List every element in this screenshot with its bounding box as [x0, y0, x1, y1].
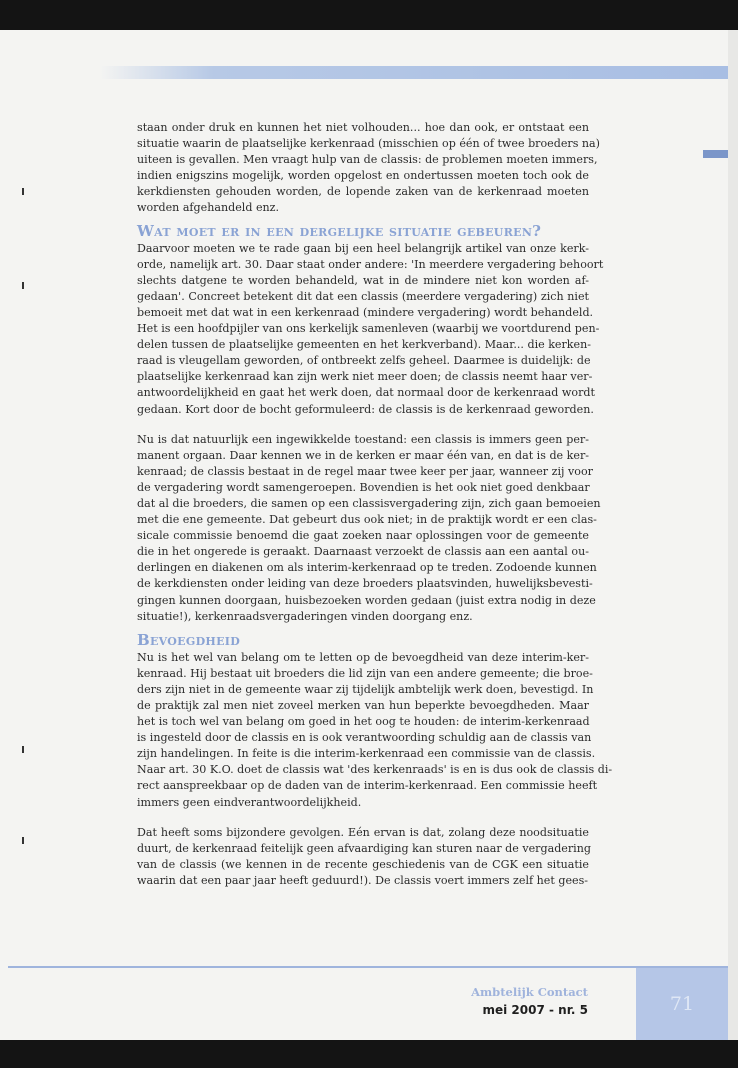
paragraph — [137, 241, 604, 418]
text-line: Naar art. 30 K.O. doet de classis wat 'des kerkenraads' is en is dus ook de classis di- — [137, 763, 613, 777]
text-line: dat al die broeders, die samen op een classisvergadering zijn, zich gaan bemoeien — [137, 496, 601, 510]
text-line: slechts datgene te worden behandeld, wat in de mindere niet kon worden af- — [137, 273, 589, 287]
text-line: rect aanspreekbaar op de daden van de interim-kerkenraad. Een commissie heeft — [137, 779, 598, 793]
text-line: sicale commissie benoemd die gaat zoeken naar oplossingen voor de gemeente — [137, 529, 589, 543]
text-line: situatie waarin de plaatselijke kerkenraad (misschien op één of twee broeders na) — [137, 137, 601, 151]
text-line: situatie!), kerkenraadsvergaderingen vinden doorgang enz. — [137, 609, 473, 623]
text-line: indien enigszins mogelijk, worden opgelost en ondertussen moeten toch ook de — [137, 169, 589, 183]
text-line: is ingesteld door de classis en is ook verantwoording schuldig aan de classis van — [137, 731, 592, 745]
text-line: gedaan. Kort door de bocht geformuleerd: de classis is de kerkenraad geworden. — [137, 402, 594, 416]
text-line: de kerkdiensten onder leiding van deze broeders plaatsvinden, huwelijksbevesti- — [137, 577, 593, 591]
text-line: antwoordelijkheid en gaat het werk doen, dat normaal door de kerkenraad wordt — [137, 386, 595, 400]
margin-mark — [22, 837, 24, 844]
margin-mark — [22, 746, 24, 753]
paragraph — [137, 650, 613, 811]
text-line: Het is een hoofdpijler van ons kerkelijk samenleven (waarbij we voortdurend pen- — [137, 322, 600, 336]
issue-label: mei 2007 - nr. 5 — [482, 1003, 588, 1017]
text-line: Dat heeft soms bijzondere gevolgen. Eén ervan is dat, zolang deze noodsituatie — [137, 825, 589, 839]
text-line: ders zijn niet in de gemeente waar zij tijdelijk ambtelijk werk doen, bevestigd. In — [137, 682, 594, 696]
text-line: Nu is het wel van belang om te letten op de bevoegdheid van deze interim-ker- — [137, 650, 589, 664]
text-line: uiteen is gevallen. Men vraagt hulp van de classis: de problemen moeten immers, — [137, 153, 598, 167]
text-line: de vergadering wordt samengeroepen. Bovendien is het ook niet goed denkbaar — [137, 480, 590, 494]
text-line: manent orgaan. Daar kennen we in de kerken er maar één van, en dat is de ker- — [137, 448, 589, 462]
text-line: die in het ongerede is geraakt. Daarnaast verzoekt de classis aan een aantal ou- — [137, 545, 589, 559]
text-line: kenraad; de classis bestaat in de regel maar twee keer per jaar, wanneer zij voor — [137, 464, 593, 478]
scan-bottom-border — [0, 1040, 738, 1068]
margin-accent-tab — [703, 150, 728, 158]
text-line: Daarvoor moeten we te rade gaan bij een heel belangrijk artikel van onze kerk- — [137, 241, 589, 255]
text-line: met die ene gemeente. Dat gebeurt dus ook niet; in de praktijk wordt er een clas- — [137, 513, 597, 527]
text-line: staan onder druk en kunnen het niet volhouden... hoe dan ook, er ontstaat een — [137, 121, 589, 134]
section-heading: Bevoegdheid — [137, 630, 241, 649]
text-line: gedaan'. Concreet betekent dit dat een classis (meerdere vergadering) zich niet — [137, 289, 589, 303]
page-number: 71 — [669, 993, 695, 1015]
text-line: derlingen en diakenen om als interim-kerkenraad op te treden. Zodoende kunnen — [137, 561, 597, 575]
footer-rule — [8, 966, 728, 968]
paragraph — [137, 432, 601, 625]
text-line: de praktijk zal men niet zoveel merken van hun beperkte bevoegdheden. Maar — [137, 699, 589, 712]
section-heading: Wat moet er in een dergelijke situatie gebeuren? — [137, 221, 542, 240]
text-line: orde, namelijk art. 30. Daar staat onder andere: 'In meerdere vergadering behoort — [137, 257, 604, 271]
magazine-title: Ambtelijk Contact — [471, 985, 588, 999]
text-line: van de classis (we kennen in de recente geschiedenis van de CGK een situatie — [137, 857, 589, 871]
text-line: kenraad. Hij bestaat uit broeders die lid zijn van een andere gemeente; die broe- — [137, 666, 593, 680]
text-line: plaatselijke kerkenraad kan zijn werk niet meer doen; de classis neemt haar ver- — [137, 370, 593, 384]
text-line: het is toch wel van belang om goed in het oog te houden: de interim-kerkenraad — [137, 715, 590, 729]
page-right-edge — [728, 30, 738, 1040]
paragraph — [137, 120, 601, 217]
margin-mark — [22, 282, 24, 289]
text-line: worden afgehandeld enz. — [137, 201, 280, 215]
margin-mark — [22, 188, 24, 195]
scan-top-border — [0, 0, 738, 30]
text-line: kerkdiensten gehouden worden, de lopende zaken van de kerkenraad moeten — [137, 185, 589, 199]
text-line: waarin dat een paar jaar heeft geduurd!). De classis voert immers zelf het gees- — [137, 873, 589, 887]
text-line: raad is vleugellam geworden, of ontbreekt zelfs geheel. Daarmee is duidelijk: de — [137, 354, 591, 368]
text-line: immers geen eindverantwoordelijkheid. — [137, 795, 362, 809]
text-line: bemoeit met dat wat in een kerkenraad (mindere vergadering) wordt behandeld. — [137, 305, 594, 319]
text-line: Nu is dat natuurlijk een ingewikkelde toestand: een classis is immers geen per- — [137, 432, 589, 446]
text-line: delen tussen de plaatselijke gemeenten en het kerkverband). Maar... die kerken- — [137, 338, 591, 352]
text-line: zijn handelingen. In feite is die interim-kerkenraad een commissie van de classis. — [137, 747, 596, 761]
article-body — [137, 120, 613, 889]
header-accent-band — [100, 66, 728, 79]
text-line: gingen kunnen doorgaan, huisbezoeken worden gedaan (juist extra nodig in deze — [137, 593, 596, 607]
text-line: duurt, de kerkenraad feitelijk geen afvaardiging kan sturen naar de vergadering — [137, 841, 591, 855]
paragraph — [137, 825, 589, 889]
